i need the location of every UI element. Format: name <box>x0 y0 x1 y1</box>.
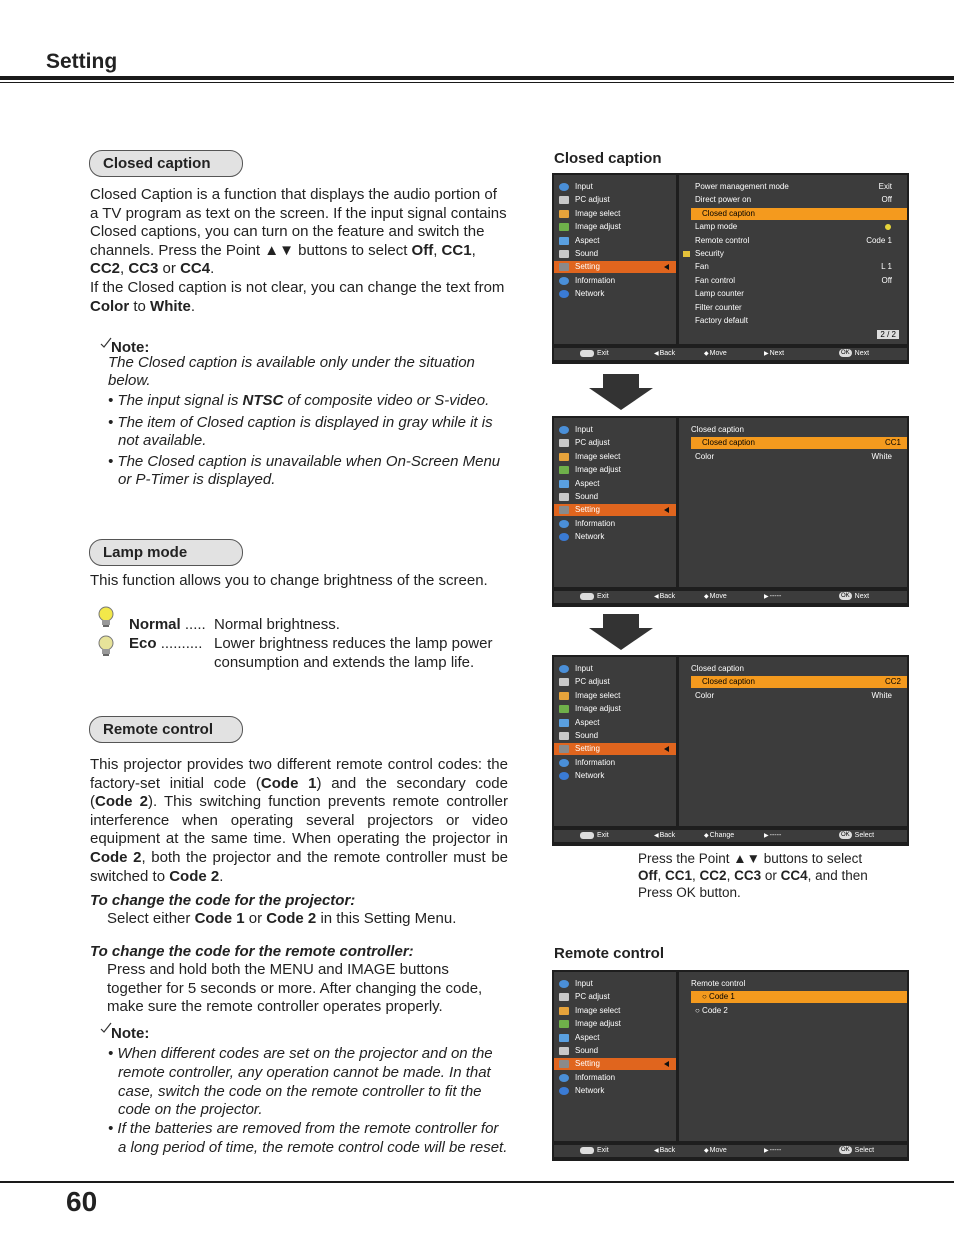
osd-menu-item-label: Image select <box>575 690 621 700</box>
osd-setting-label: Fan <box>695 262 709 272</box>
sound-icon <box>559 250 569 258</box>
osd-menu-item-label: Setting <box>575 505 600 515</box>
osd-bar-item <box>839 1145 874 1157</box>
osd-right-panel <box>679 175 907 344</box>
osd-bar-label: ----- <box>769 593 782 600</box>
osd-setting-value: Code 1 <box>866 235 892 245</box>
move-icon: ◆ <box>704 1148 709 1154</box>
lamp-normal-row: Normal ..... <box>129 616 206 633</box>
image-select-icon <box>559 453 569 461</box>
osd-left-panel <box>554 418 676 587</box>
image-adjust-icon <box>559 466 569 474</box>
aspect-icon <box>559 480 569 488</box>
osd-right-panel <box>679 972 907 1141</box>
note-bullet: • The input signal is NTSC of composite video or S-video. <box>108 392 490 409</box>
back-icon: ◀ <box>654 351 659 357</box>
osd-menu-item-label: Setting <box>575 744 600 754</box>
aspect-icon <box>559 237 569 245</box>
osd-menu-item-label: PC adjust <box>575 195 610 205</box>
move-icon: ◆ <box>704 833 709 839</box>
osd-bottom-bar <box>554 348 907 360</box>
lamp-normal-desc: Normal brightness. <box>214 616 340 633</box>
osd-setting-label: Power management mode <box>695 182 789 191</box>
osd-setting-row <box>679 261 907 273</box>
osd-menu-item <box>554 194 676 206</box>
footer-rule <box>0 1181 954 1183</box>
osd-menu-item-label: Image select <box>575 208 621 218</box>
setting-icon <box>559 506 569 514</box>
osd-left-panel <box>554 972 676 1141</box>
osd-bar-item <box>654 591 675 603</box>
osd-bar-label: Select <box>854 1147 875 1154</box>
osd-setting-row <box>679 221 907 233</box>
lamp-eco-icon <box>97 635 115 662</box>
osd-setting-label: Lamp mode <box>695 222 738 232</box>
osd-setting-value: Exit <box>878 182 892 191</box>
osd-menu-item-label: PC adjust <box>575 677 610 687</box>
input-icon <box>559 980 569 988</box>
osd-bar-item <box>704 348 727 360</box>
osd-bottom-bar <box>554 591 907 603</box>
osd-bar-item <box>764 830 781 842</box>
osd-menu-item-label: Aspect <box>575 235 600 245</box>
lamp-eco-row: Eco .......... <box>129 635 203 652</box>
osd-menu-item-label: Input <box>575 664 593 673</box>
osd-menu-item-label: PC adjust <box>575 992 610 1002</box>
osd-menu-item <box>554 717 676 729</box>
remote-control-description: This projector provides two different remote control codes: the factory-set initial code (Code 1) and the secondary code (Code 2). This switching function prevents remote controller interference when operating several projectors or video equipment at the same time. When operating the projector in Code 2, both the projector and the remote controller must be switched to Code 2. <box>90 756 509 885</box>
osd-bar-item <box>704 591 727 603</box>
osd-menu-item-label: Setting <box>575 1059 600 1069</box>
remote-control-heading: Remote control <box>89 716 243 743</box>
osd-setting-value: White <box>871 451 892 461</box>
osd-menu-item <box>554 770 676 782</box>
ok-icon: OK <box>841 832 850 839</box>
move-icon: ◆ <box>704 594 709 600</box>
figure-instruction: Press the Point ▲▼ buttons to select Off, CC1, CC2, CC3 or CC4, and then Press OK button. <box>638 851 868 900</box>
osd-setting-label: Closed caption <box>702 677 755 687</box>
osd-bar-item <box>704 1145 727 1157</box>
osd-setting-row <box>691 437 907 449</box>
back-icon: ◀ <box>654 833 659 839</box>
osd-setting-row <box>679 690 907 702</box>
osd-bar-item <box>654 348 675 360</box>
osd-menu-item <box>554 1072 676 1084</box>
osd-bar-item <box>580 591 609 603</box>
osd-menu-item <box>554 1058 676 1070</box>
figure-caption-closed: Closed caption <box>554 150 662 167</box>
osd-setting-row <box>679 451 907 463</box>
osd-setting-label: Factory default <box>695 316 748 325</box>
information-icon <box>559 277 569 285</box>
next-icon: ▶ <box>764 1148 769 1154</box>
note-bullet: • When different codes are set on the projector and on the remote controller, any operation cannot be made. In that case, switch the code on the remote controller to fit the code on the projector. <box>108 1045 493 1119</box>
osd-menu-item <box>554 676 676 688</box>
osd-menu-item <box>554 690 676 702</box>
osd-menu-item-label: Aspect <box>575 1032 600 1042</box>
note-intro: The Closed caption is available only under the situation below. <box>108 354 475 389</box>
osd-menu-item-label: Sound <box>575 731 599 740</box>
osd-menu-item <box>554 451 676 463</box>
menu-icon <box>580 1147 594 1154</box>
pc-adjust-icon <box>559 439 569 447</box>
osd-menu-item-label: Image adjust <box>575 704 621 714</box>
lamp-mode-heading: Lamp mode <box>89 539 243 566</box>
osd-setting-label: Closed caption <box>702 208 755 218</box>
osd-bar-item <box>839 591 869 603</box>
osd-bar-label: Next <box>769 350 785 357</box>
osd-bar-label: ----- <box>769 1147 782 1154</box>
osd-setting-label: Color <box>695 451 715 461</box>
osd-menu-item-label: Information <box>575 1072 616 1082</box>
osd-menu-item <box>554 730 676 742</box>
network-icon <box>559 1087 569 1095</box>
osd-menu-item-label: Network <box>575 289 605 299</box>
osd-setting-label: ○ Code 2 <box>695 1005 728 1015</box>
osd-bar-label: Back <box>659 1147 676 1154</box>
osd-setting-value: Off <box>881 195 892 205</box>
network-icon <box>559 290 569 298</box>
osd-bar-label: Change <box>709 832 735 839</box>
setting-icon <box>559 1060 569 1068</box>
arrow-down-icon <box>589 614 653 655</box>
osd-bar-item <box>654 1145 675 1157</box>
osd-left-panel <box>554 657 676 826</box>
osd-bar-label: Move <box>709 1147 727 1154</box>
osd-setting-value: CC1 <box>884 438 901 448</box>
osd-menu-item <box>554 261 676 273</box>
information-icon <box>559 1074 569 1082</box>
osd-bar-label: Exit <box>597 593 609 600</box>
osd-menu-item-label: Input <box>575 979 593 988</box>
setting-icon <box>559 263 569 271</box>
arrow-down-icon <box>589 374 653 415</box>
osd-menu-item-label: Image adjust <box>575 1019 621 1029</box>
osd-setting-label: ○ Code 1 <box>702 992 735 1002</box>
osd-menu-item <box>554 1085 676 1097</box>
osd-menu-item-label: Image select <box>575 451 621 461</box>
osd-menu-item <box>554 663 676 675</box>
menu-icon <box>580 350 594 357</box>
osd-setting-label: Security <box>695 249 724 258</box>
osd-bar-label: Move <box>709 593 727 600</box>
pc-adjust-icon <box>559 196 569 204</box>
osd-setting-label: Closed caption <box>702 438 755 448</box>
input-icon <box>559 183 569 191</box>
osd-setting-label: Lamp counter <box>695 289 744 299</box>
osd-bar-item <box>580 348 609 360</box>
osd-menu-remote-control <box>552 970 909 1161</box>
osd-menu-item <box>554 757 676 769</box>
sub-heading-remote: To change the code for the remote controller: <box>90 943 414 960</box>
osd-left-panel <box>554 175 676 344</box>
osd-setting-row <box>691 991 907 1003</box>
osd-menu-item-label: Information <box>575 275 616 285</box>
image-select-icon <box>559 210 569 218</box>
osd-setting-row <box>679 315 907 327</box>
osd-bar-label: Exit <box>597 1147 609 1154</box>
pc-adjust-icon <box>559 993 569 1001</box>
osd-menu-item <box>554 235 676 247</box>
osd-menu-item-label: Input <box>575 182 593 191</box>
osd-bar-item <box>704 830 734 842</box>
osd-menu-item-label: Sound <box>575 492 599 501</box>
closed-caption-description: Closed Caption is a function that displays the audio portion of a TV program as text on the screen. If the input signal contains Closed captions, you can turn on the feature and switch the channels. Press the Point ▲▼ buttons to select Off, CC1, CC2, CC3 or CC4. If the Closed caption is not clear, you can change the text from Color to White. <box>90 186 507 315</box>
osd-menu-item-label: Input <box>575 425 593 434</box>
osd-menu-item-label: Information <box>575 518 616 528</box>
osd-bar-item <box>839 348 869 360</box>
osd-setting-row <box>679 248 907 260</box>
next-icon: ▶ <box>764 594 769 600</box>
network-icon <box>559 772 569 780</box>
osd-bar-item <box>764 348 784 360</box>
osd-bar-item <box>654 830 675 842</box>
osd-bar-label: ----- <box>769 832 782 839</box>
osd-bottom-bar <box>554 1145 907 1157</box>
osd-setting-row <box>679 1005 907 1017</box>
osd-menu-item <box>554 703 676 715</box>
osd-menu-item <box>554 1005 676 1017</box>
osd-bar-label: Back <box>659 350 676 357</box>
lamp-mode-description: This function allows you to change brightness of the screen. <box>90 572 488 589</box>
osd-bar-label: Exit <box>597 832 609 839</box>
osd-submenu-header: Closed caption <box>691 664 744 673</box>
osd-menu-item <box>554 991 676 1003</box>
osd-bar-label: Back <box>659 832 676 839</box>
sub-text-remote: Press and hold both the MENU and IMAGE buttons together for 5 seconds or more. After changing the code, make sure the remote controller operates properly. <box>107 961 483 1016</box>
header-rule-thin <box>0 82 954 83</box>
osd-menu-item-label: PC adjust <box>575 438 610 448</box>
lamp-normal-icon <box>97 606 115 633</box>
setting-icon <box>559 745 569 753</box>
osd-bar-item <box>764 591 781 603</box>
osd-menu-item <box>554 464 676 476</box>
osd-menu-item <box>554 1032 676 1044</box>
osd-menu-item-label: Sound <box>575 249 599 258</box>
osd-menu-item <box>554 221 676 233</box>
osd-menu-item <box>554 504 676 516</box>
lock-icon <box>683 251 690 257</box>
lamp-eco-desc: Lower brightness reduces the lamp power consumption and extends the lamp life. <box>214 635 493 671</box>
back-icon: ◀ <box>654 1148 659 1154</box>
osd-bar-item <box>580 830 609 842</box>
sub-text-projector: Select either Code 1 or Code 2 in this Setting Menu. <box>107 910 457 927</box>
information-icon <box>559 520 569 528</box>
osd-menu-item <box>554 518 676 530</box>
osd-menu-item-label: Aspect <box>575 478 600 488</box>
figure-caption-remote: Remote control <box>554 945 665 962</box>
note-bullet: • The Closed caption is unavailable when On-Screen Menu or P-Timer is displayed. <box>108 453 501 488</box>
osd-menu-item <box>554 531 676 543</box>
note-bullet: • The item of Closed caption is displayed in gray while it is not available. <box>108 414 493 449</box>
osd-menu-item-label: Image select <box>575 1005 621 1015</box>
osd-menu-item-label: Image adjust <box>575 465 621 475</box>
input-icon <box>559 426 569 434</box>
osd-menu-item <box>554 978 676 990</box>
osd-submenu-header: Remote control <box>691 979 746 988</box>
osd-setting-row <box>679 235 907 247</box>
aspect-icon <box>559 1034 569 1042</box>
next-icon: ▶ <box>764 351 769 357</box>
image-adjust-icon <box>559 223 569 231</box>
sound-icon <box>559 1047 569 1055</box>
pc-adjust-icon <box>559 678 569 686</box>
osd-bottom-bar <box>554 830 907 842</box>
sound-icon <box>559 493 569 501</box>
osd-right-panel <box>679 657 907 826</box>
osd-right-panel <box>679 418 907 587</box>
closed-caption-heading: Closed caption <box>89 150 243 177</box>
osd-menu-item <box>554 288 676 300</box>
menu-icon <box>580 593 594 600</box>
osd-menu-item <box>554 248 676 260</box>
osd-menu-item <box>554 478 676 490</box>
osd-setting-label: Color <box>695 690 715 700</box>
osd-bar-label: Exit <box>597 350 609 357</box>
osd-menu-item <box>554 181 676 193</box>
osd-menu-item <box>554 424 676 436</box>
note-label: Note: <box>111 1025 150 1042</box>
image-select-icon <box>559 692 569 700</box>
menu-icon <box>580 832 594 839</box>
sound-icon <box>559 732 569 740</box>
osd-setting-value: White <box>871 690 892 700</box>
osd-bar-label: Next <box>854 350 870 357</box>
ok-icon: OK <box>841 1147 850 1154</box>
ok-icon: OK <box>841 593 850 600</box>
osd-menu-item <box>554 437 676 449</box>
move-icon: ◆ <box>704 351 709 357</box>
input-icon <box>559 665 569 673</box>
sub-heading-projector: To change the code for the projector: <box>90 892 356 909</box>
osd-setting-row <box>679 302 907 314</box>
osd-setting-row <box>679 275 907 287</box>
osd-setting-label: Remote control <box>695 235 750 245</box>
osd-bar-label: Select <box>854 832 875 839</box>
osd-menu-setting <box>552 173 909 364</box>
osd-menu-item <box>554 743 676 755</box>
image-adjust-icon <box>559 705 569 713</box>
osd-bar-label: Move <box>709 350 727 357</box>
osd-menu-item <box>554 1045 676 1057</box>
osd-menu-item <box>554 491 676 503</box>
osd-menu-item-label: Image adjust <box>575 222 621 232</box>
aspect-icon <box>559 719 569 727</box>
osd-menu-item-label: Sound <box>575 1046 599 1055</box>
page-number: 60 <box>66 1186 98 1217</box>
osd-menu-item-label: Network <box>575 771 605 781</box>
osd-setting-row <box>691 208 907 220</box>
lamp-indicator-icon <box>885 224 891 230</box>
osd-setting-value: CC2 <box>884 677 901 687</box>
osd-page-indicator: 2 / 2 <box>877 330 899 339</box>
osd-bar-item <box>764 1145 781 1157</box>
osd-setting-row <box>691 676 907 688</box>
osd-menu-item-label: Aspect <box>575 717 600 727</box>
information-icon <box>559 759 569 767</box>
osd-menu-item <box>554 208 676 220</box>
note-bullet: • If the batteries are removed from the remote controller for a long period of time, the remote control code will be reset. <box>108 1120 508 1156</box>
next-icon: ▶ <box>764 833 769 839</box>
osd-bar-item <box>580 1145 609 1157</box>
osd-setting-label: Filter counter <box>695 302 742 312</box>
osd-menu-item-label: Information <box>575 757 616 767</box>
osd-setting-row <box>679 288 907 300</box>
osd-menu-item-label: Network <box>575 532 605 542</box>
note-label: Note: <box>111 339 150 356</box>
osd-setting-row <box>679 181 907 193</box>
ok-icon: OK <box>841 350 850 357</box>
back-icon: ◀ <box>654 594 659 600</box>
osd-submenu-header: Closed caption <box>691 425 744 434</box>
osd-bar-label: Next <box>854 593 870 600</box>
image-select-icon <box>559 1007 569 1015</box>
osd-setting-label: Fan control <box>695 275 736 285</box>
osd-setting-value: Off <box>881 275 892 285</box>
osd-menu-item <box>554 275 676 287</box>
osd-setting-row <box>679 194 907 206</box>
network-icon <box>559 533 569 541</box>
osd-menu-closed-caption-select <box>552 655 909 846</box>
header-rule <box>0 76 954 80</box>
osd-bar-item <box>839 830 874 842</box>
osd-bar-label: Back <box>659 593 676 600</box>
page-title: Setting <box>46 50 118 73</box>
osd-menu-item-label: Network <box>575 1086 605 1096</box>
osd-menu-item <box>554 1018 676 1030</box>
osd-setting-label: Direct power on <box>695 195 752 205</box>
osd-menu-item-label: Setting <box>575 262 600 272</box>
osd-menu-closed-caption <box>552 416 909 607</box>
osd-setting-value: L 1 <box>881 262 892 272</box>
image-adjust-icon <box>559 1020 569 1028</box>
